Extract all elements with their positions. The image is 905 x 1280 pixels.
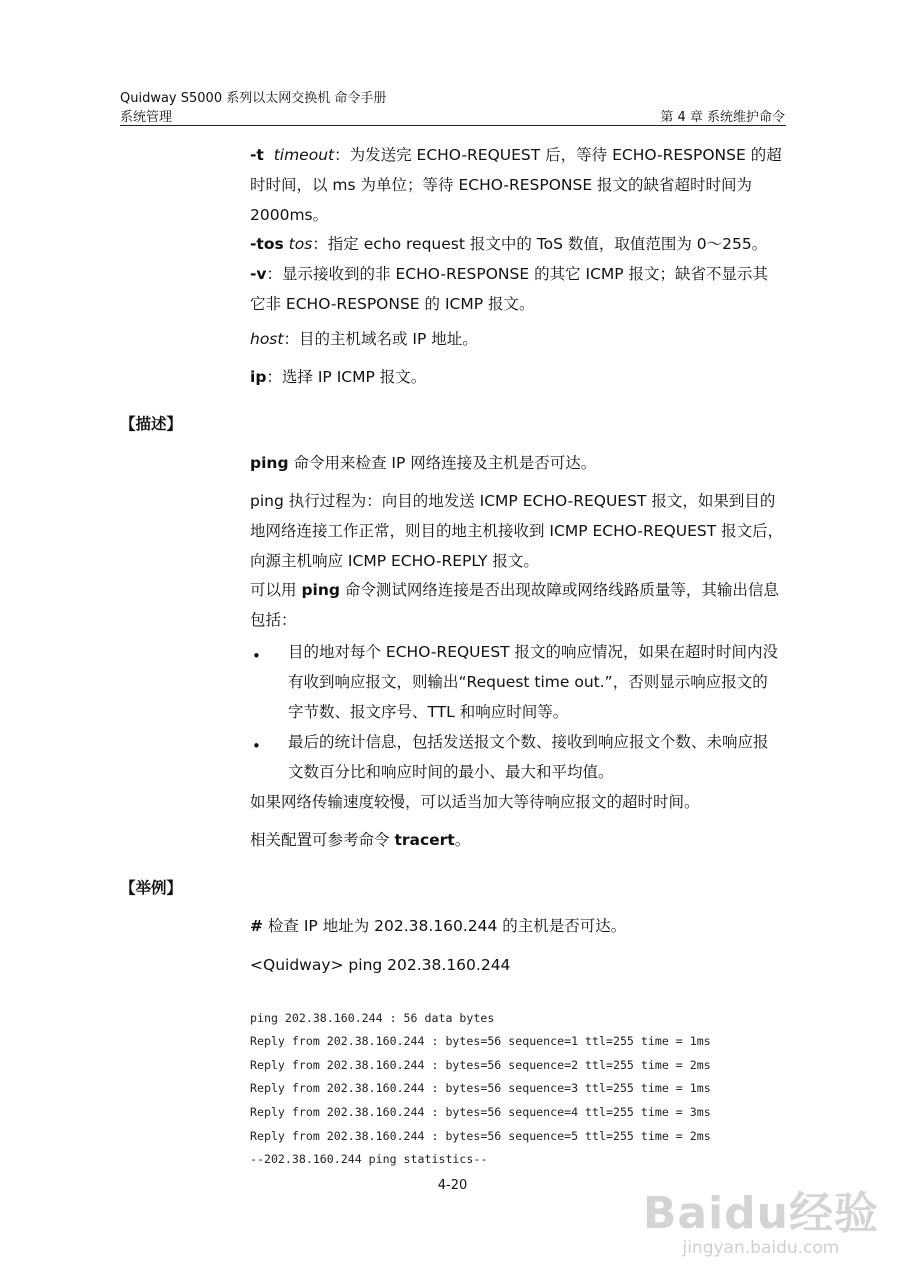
baidu-watermark — [643, 1190, 879, 1258]
bullet-1-line3: 字节数、报文序号、TTL 和响应时间等。 — [288, 703, 569, 721]
param-v — [250, 259, 785, 319]
param-host — [250, 324, 785, 354]
example-comment-text: 检查 IP 地址为 202.38.160.244 的主机是否可达。 — [263, 917, 627, 935]
flag-ip: ip — [250, 368, 267, 386]
param-host-text: ：目的主机域名或 IP 地址。 — [283, 330, 478, 348]
header-title: Quidway S5000 系列以太网交换机 命令手册 — [120, 91, 387, 106]
output-line: Reply from 202.38.160.244 : bytes=56 sequence=1 ttl=255 time = 1ms — [250, 1034, 711, 1049]
header-chapter: 第 4 章 系统维护命令 — [660, 110, 785, 125]
description-p3-rest: 命令测试网络连接是否出现故障或网络线路质量等，其输出信息 — [339, 581, 779, 599]
description-p2 — [250, 486, 785, 576]
arg-timeout: timeout — [273, 146, 335, 164]
param-ip — [250, 362, 785, 392]
description-p5 — [250, 825, 785, 855]
header-section: 系统管理 — [120, 110, 173, 125]
output-line: Reply from 202.38.160.244 : bytes=56 sequence=3 ttl=255 time = 1ms — [250, 1081, 711, 1096]
example-heading: 【举例】 — [120, 879, 183, 897]
flag-tos: -tos — [250, 235, 284, 253]
example-command — [250, 950, 785, 980]
bullet-2-line1: 最后的统计信息，包括发送报文个数、接收到响应报文个数、未响应报 — [288, 733, 769, 751]
description-p4-text: 如果网络传输速度较慢，可以适当加大等待响应报文的超时时间。 — [250, 793, 700, 811]
flag-v: -v — [250, 265, 267, 283]
flag-t: -t — [250, 146, 264, 164]
param-timeout-line1: ：为发送完 ECHO-REQUEST 后，等待 ECHO-RESPONSE 的超 — [334, 146, 782, 164]
bullet-2-marker: • — [252, 737, 261, 755]
param-ip-text: ：选择 IP ICMP 报文。 — [266, 368, 427, 386]
description-p2-line1: ping 执行过程为：向目的地发送 ICMP ECHO-REQUEST 报文，如果到目的 — [250, 492, 776, 510]
output-line: Reply from 202.38.160.244 : bytes=56 sequence=2 ttl=255 time = 2ms — [250, 1057, 711, 1072]
description-p3 — [250, 575, 785, 635]
description-heading: 【描述】 — [120, 415, 183, 433]
comment-hash: # — [250, 917, 263, 935]
output-line: --202.38.160.244 ping statistics-- — [250, 1152, 488, 1167]
description-p5-pre: 相关配置可参考命令 — [250, 831, 395, 849]
bullet-2-line2: 文数百分比和响应时间的最小、最大和平均值。 — [288, 763, 614, 781]
arg-host: host — [250, 330, 284, 348]
param-tos-text: ：指定 echo request 报文中的 ToS 数值，取值范围为 0～255。 — [312, 235, 768, 253]
description-p5-post: 。 — [454, 831, 471, 849]
output-line: Reply from 202.38.160.244 : bytes=56 sequence=5 ttl=255 time = 2ms — [250, 1128, 711, 1143]
page-number: 4-20 — [437, 1178, 468, 1193]
watermark-url: jingyan.baidu.com — [682, 1238, 840, 1258]
bullet-1 — [288, 637, 785, 727]
description-p3-pre: 可以用 — [250, 581, 302, 599]
header-rule — [120, 125, 786, 126]
bullet-1-marker: • — [252, 647, 261, 665]
cmd-ping-2: ping — [301, 581, 340, 599]
bullet-2 — [288, 727, 785, 787]
cmd-ping: ping — [250, 454, 289, 472]
description-p1-text: 命令用来检查 IP 网络连接及主机是否可达。 — [288, 454, 597, 472]
watermark-logo: Baidu经验 — [642, 1188, 879, 1239]
bullet-1-line2: 有收到响应报文，则输出“Request time out.”，否则显示响应报文的 — [288, 673, 768, 691]
arg-tos: tos — [288, 235, 313, 253]
description-p2-line2: 地网络连接工作正常，则目的地主机接收到 ICMP ECHO-REQUEST 报文后， — [250, 522, 784, 540]
example-output — [250, 983, 711, 1195]
bullet-1-line1: 目的地对每个 ECHO-REQUEST 报文的响应情况，如果在超时时间内没 — [288, 643, 779, 661]
description-p3-line2: 包括： — [250, 611, 297, 629]
param-timeout-line3: 2000ms。 — [250, 206, 329, 224]
param-v-line1: ：显示接收到的非 ECHO-RESPONSE 的其它 ICMP 报文；缺省不显示其 — [266, 265, 769, 283]
param-v-line2: 它非 ECHO-RESPONSE 的 ICMP 报文。 — [250, 295, 535, 313]
description-p2-line3: 向源主机响应 ICMP ECHO-REPLY 报文。 — [250, 552, 539, 570]
description-p1 — [250, 448, 785, 478]
param-timeout-line2: 时时间，以 ms 为单位；等待 ECHO-RESPONSE 报文的缺省超时时间为 — [250, 176, 753, 194]
description-p4 — [250, 787, 785, 817]
output-line: Reply from 202.38.160.244 : bytes=56 sequence=4 ttl=255 time = 3ms — [250, 1104, 711, 1119]
output-line: ping 202.38.160.244 : 56 data bytes — [250, 1010, 495, 1025]
example-comment — [250, 911, 785, 941]
param-timeout — [250, 140, 785, 230]
example-command-text: <Quidway> ping 202.38.160.244 — [250, 956, 511, 974]
cmd-tracert: tracert — [394, 831, 455, 849]
param-tos — [250, 229, 785, 259]
